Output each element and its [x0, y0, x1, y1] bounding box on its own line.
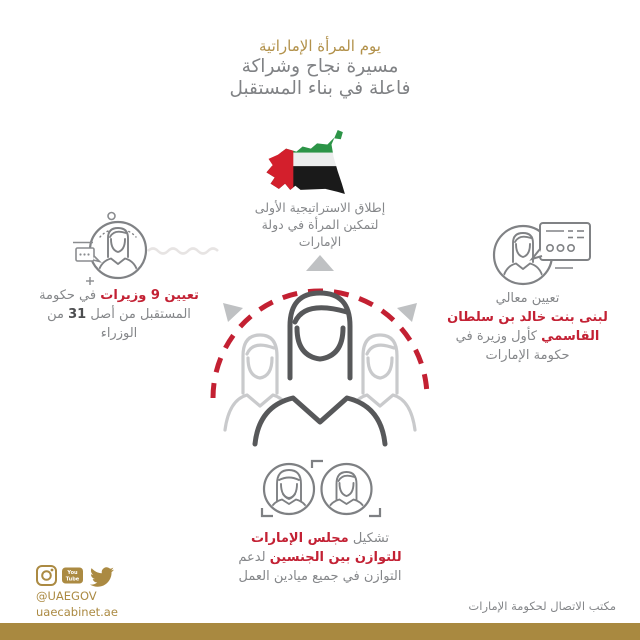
instagram-icon[interactable] [37, 566, 56, 585]
wavy-line [148, 249, 218, 254]
title-line-gold: يوم المرأة الإماراتية [259, 37, 381, 55]
social-icons [36, 564, 116, 588]
council-highlight-2: للتوازن بين الجنسين [269, 550, 402, 565]
title-line-3: فاعلة في بناء المستقبل [229, 78, 411, 99]
strategy-caption-line2: لتمكين المرأة في دولة [261, 217, 379, 232]
ministers-stat-text: تعيين 9 وزيرات في حكومة المستقبل من أصل 31 من الوزراء [39, 288, 199, 341]
uae-flag-map-icon [262, 130, 368, 194]
plus-icon [86, 277, 94, 285]
minister-name-line1: لبنى بنت خالد بن سلطان [447, 310, 608, 325]
council-highlight-1: مجلس الإمارات [251, 531, 349, 546]
first-minister-stat-icon [480, 215, 605, 295]
first-minister-stat-text: تعيين معالي لبنى بنت خالد بن سلطان القاسمي كأول وزيرة في حكومة الإمارات [440, 289, 615, 365]
office-credit: مكتب الاتصال لحكومة الإمارات [468, 599, 616, 613]
svg-text:Tube: Tube [65, 576, 80, 583]
bottom-gold-bar [0, 623, 640, 640]
strategy-caption [220, 199, 420, 250]
svg-text:You: You [67, 570, 78, 576]
ministers-highlight: تعيين 9 وزيرات [100, 288, 199, 303]
central-women-illustration [195, 248, 445, 448]
small-circle-accent [108, 213, 115, 220]
twitter-icon[interactable] [90, 567, 114, 587]
arrow-up-icon [306, 255, 334, 271]
website-link[interactable]: uaecabinet.ae [36, 605, 118, 619]
gender-balance-icon [253, 457, 388, 522]
total-ministers-number: 31 [68, 307, 87, 322]
gender-balance-stat-text: تشكيل مجلس الإمارات للتوازن بين الجنسين لدعم التوازن في جميع ميادين العمل [238, 531, 402, 584]
strategy-caption-line1: إطلاق الاستراتيجية الأولى [254, 200, 386, 215]
youtube-icon[interactable] [62, 568, 83, 584]
minister-name-line2: القاسمي [541, 329, 600, 344]
arrow-upright-icon [397, 303, 417, 322]
arrow-upleft-icon [223, 303, 243, 322]
ministers-stat-icon [70, 205, 225, 297]
social-handle[interactable]: @UAEGOV [36, 589, 97, 603]
strategy-caption-line3: الإمارات [298, 234, 342, 249]
page-title [0, 36, 640, 100]
title-line-2: مسيرة نجاح وشراكة [241, 56, 399, 77]
